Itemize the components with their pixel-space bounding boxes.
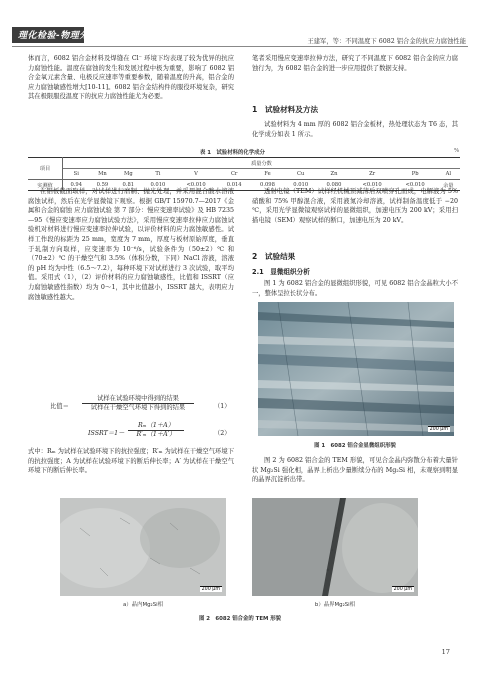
section-2-1-text: 图 1 为 6082 铝合金的显微组织形貌，可见 6082 铝合金晶粒大小不一，整体呈拉长状分布。 — [252, 280, 458, 297]
table-column-header: Cu — [297, 171, 305, 177]
equation-2-number: （2） — [214, 430, 231, 437]
table-column-header: Si — [73, 171, 79, 177]
table-cell: 0.94 — [70, 182, 83, 188]
table-column-header: Ti — [155, 171, 161, 177]
equation-2-lhs: ISSRT＝1－ — [88, 430, 125, 437]
figure-1-caption: 图 1 6082 铝合金显微组织形貌 — [314, 443, 396, 449]
table-cell: 0.080 — [326, 182, 342, 188]
equation-1-number: （1） — [214, 403, 231, 410]
header-rule — [12, 46, 468, 47]
method-paragraph: 在铝板截面取样，对试样进行磨制、抛光处理，并采用混合酸水溶液腐蚀试样，然后在光学显微镜下观察。根据 GB/T 15970.7—2017《金属和合金的腐蚀 应力腐蚀试验 第 7 部分：慢应变速率试验》及 HB 7235—95《慢应变速率应力腐蚀试验方法》，采用慢应变速率拉伸应力腐蚀试验机对材料进行慢应变速率拉伸试验，以评价材料的应力腐蚀敏感性。试样工作段的标距为 25 mm，宽度为 7 mm，厚度与板材原始厚度，垂直于轧制方向取样，应变速率为 10⁻⁶/s，试验条件为（50±2）℃ 和（70±2）℃ 的干燥空气和 3.5%（体积分数，下同）NaCl 溶液，溶液的 pH 均为中性（6.5～7.2），每种环境下对试样进行 3 次试验，取平均值。采用式（1），（2）评价材料的应力腐蚀敏感性，比值和 ISSRT（应力腐蚀敏感性指数）均为 0～1，其中比值越小，ISSRT 越大，表明应力腐蚀敏感性越大。 — [28, 188, 234, 301]
table-cell: 0.010 — [293, 182, 309, 188]
figure-1-scale-bar: 200 μm — [429, 427, 448, 432]
equation-2-numerator: Rₘ（1＋A） — [128, 422, 184, 431]
table-column-header: Zn — [330, 171, 338, 177]
section-1-text: 试验材料为 4 mm 厚的 6082 铝合金板材，热处理状态为 T6 态，其化学成分如表 1 所示。 — [252, 121, 458, 138]
figure-2a-label: a）晶内Mg₂Si相 — [122, 602, 164, 608]
section-2-title: 2 试验结果 — [252, 252, 296, 261]
equation-1-numerator: 试样在试验环境中得到的结果 — [82, 395, 194, 404]
table-column-header: Cr — [230, 171, 238, 177]
table-cell: 0.81 — [122, 182, 135, 188]
table-1-caption: 表 1 试验材料的化学成分 — [200, 150, 265, 156]
figure-2a-tem-image — [60, 498, 226, 596]
journal-logo: 理化检验-物理分册 — [18, 31, 99, 41]
figure-2a-scale-bar: 200 μm — [201, 587, 220, 592]
table-cell: <0.010 — [405, 182, 425, 188]
section-1-title: 1 试验材料及方法 — [252, 105, 319, 114]
table-cell: <0.010 — [186, 182, 206, 188]
table-row-header: 项目 — [28, 158, 63, 180]
table-cell: 0.014 — [226, 182, 242, 188]
running-title: 王建军，等：不同温度下 6082 铝合金的抗应力腐蚀性能 — [307, 38, 466, 45]
figure-2b-scale-bar: 200 μm — [393, 587, 412, 592]
table-cell: <0.010 — [362, 182, 382, 188]
equation-symbols-paragraph: 式中：Rₘ 为试样在试验环境下的抗拉强度；R′ₘ 为试样在干燥空气环境下的抗拉强度；A 为试样在试验环境下的断后伸长率；A′ 为试样在干燥空气环境下的断后伸长率。 — [28, 448, 234, 475]
table-group-header: 质量分数 — [63, 158, 461, 169]
equation-2-denominator: R′ₘ（1＋A′） — [136, 431, 176, 438]
table-column-header: Zr — [369, 171, 376, 177]
table-1 — [28, 157, 460, 191]
equation-1-denominator: 试样在干燥空气环境下得到的结果 — [90, 404, 186, 411]
table-1-unit: % — [454, 148, 460, 154]
figure-2b-label: b）晶界Mg₂Si相 — [314, 602, 356, 608]
table-cell: 余量 — [443, 182, 454, 189]
page-number: 17 — [441, 648, 450, 656]
table-column-header: Mg — [124, 171, 133, 177]
figure-2b-tem-image — [252, 498, 418, 596]
equation-1-lhs: 比值＝ — [50, 403, 69, 410]
table-cell: 0.59 — [96, 182, 109, 188]
table-column-header: Pb — [411, 171, 419, 177]
subsection-2-1-title: 2.1 显微组织分析 — [252, 268, 310, 276]
table-cell: 0.098 — [260, 182, 275, 188]
table-column-header: Fe — [264, 171, 271, 177]
table-column-header: Mn — [98, 171, 107, 177]
table-row-label: 实测值 — [28, 180, 63, 191]
intro-paragraph-left: 体而言，6082 铝合金材料及焊缝在 Cl⁻ 环境下均表现了较为优异的抗应力腐蚀性能。温度在腐蚀的发生和发展过程中极为重要，影响了 6082 铝合金氧元素含量、电极反应速率等重要参数，随着温度的升高，铝合金的应力腐蚀敏感性增大[10-11]。6082 铝合金结构件的服役环境复杂，研究其在极限服役温度下的抗应力腐蚀性能尤为必要。 — [28, 55, 234, 101]
intro-paragraph-right: 笔者采用慢应变速率拉伸方法，研究了不同温度下 6082 铝合金的应力腐蚀行为，为 6082 铝合金的进一步应用提供了数据支持。 — [252, 55, 458, 72]
table-cell: 0.010 — [150, 182, 166, 188]
figure-2-caption: 图 2 6082 铝合金的 TEM 形貌 — [198, 616, 282, 622]
tem-method-paragraph: 透射电镜（TEM）试样经机械预减薄后双喷穿孔而成，电解液为 5% 硝酸和 75% 甲醇混合液，采用液氮冷却溶液，试样制备温度低于 −20 ℃，采用光学显微镜观察试样的显微组织，加速电压为 200 kV；采用扫描电镜（SEM）观察试样的断口，加速电压为 20 kV。 — [252, 188, 458, 224]
figure-1-micrograph — [258, 302, 454, 436]
tem-result-paragraph: 图 2 为 6082 铝合金的 TEM 形貌，可见合金晶内弥散分布着大量针状 Mg₂Si 强化相，晶界上析出少量断续分布的 Mg₂Si 相，未观察到明显的晶界沉淀析出带。 — [252, 457, 458, 484]
table-column-header: V — [194, 171, 198, 177]
table-column-header: Al — [445, 171, 451, 177]
